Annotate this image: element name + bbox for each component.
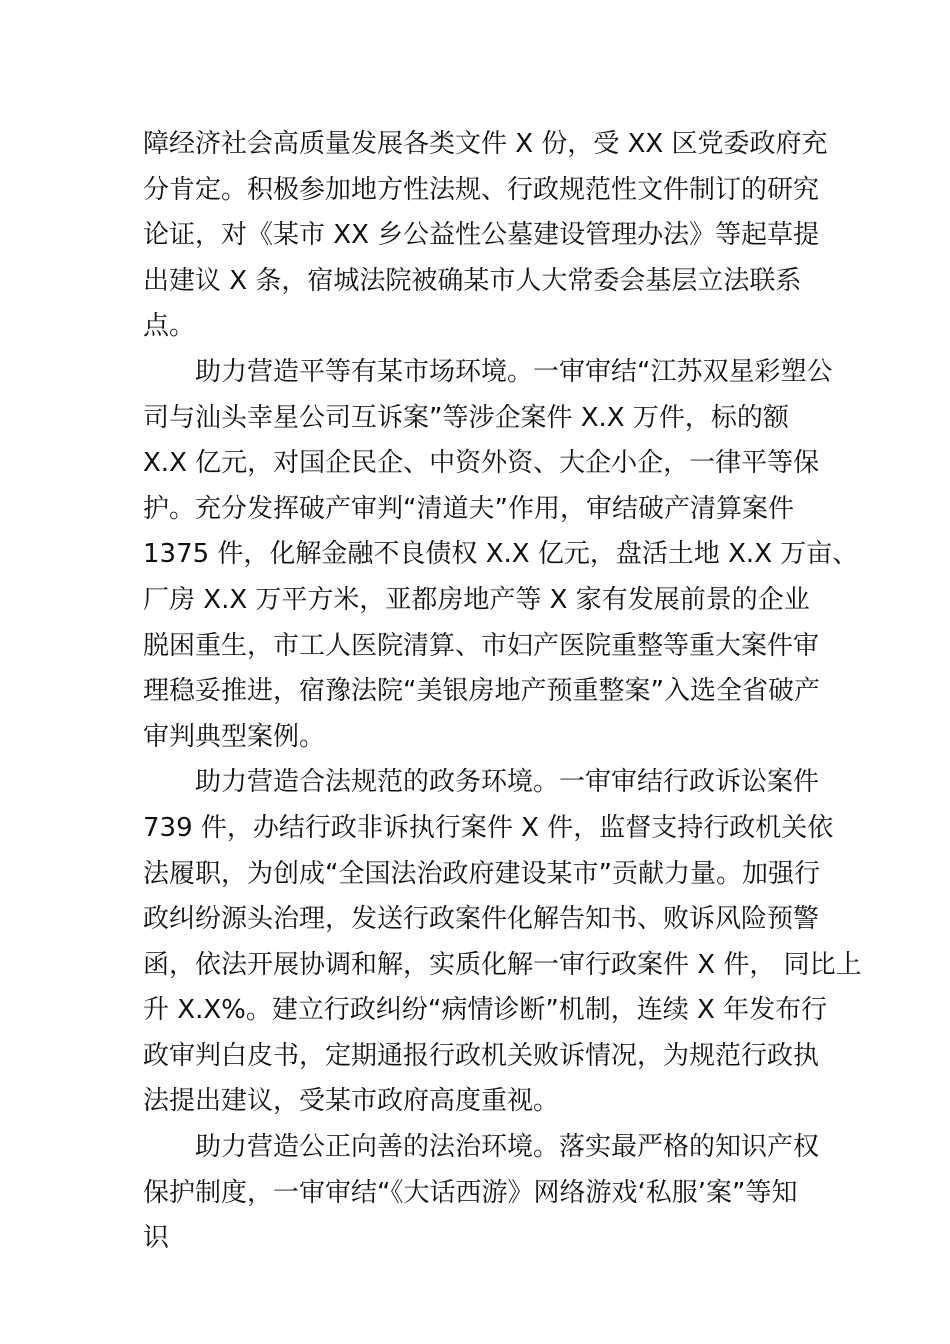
- text-line: 分肯定。积极参加地方性法规、行政规范性文件制订的研究: [143, 174, 820, 205]
- text-line: 点。: [143, 311, 196, 342]
- document-body: [143, 122, 862, 1262]
- text-line: 函，依法开展协调和解，实质化解一审行政案件 X 件， 同比上: [143, 949, 862, 980]
- text-line: 法履职，为创成“全国法治政府建设某市”贡献力量。加强行: [143, 858, 820, 889]
- text-line: 识: [143, 1223, 170, 1254]
- text-line: 助力营造公正向善的法治环境。落实最严格的知识产权: [195, 1132, 820, 1163]
- text-line: 护。充分发挥破产审判“清道夫”作用，审结破产清算案件: [143, 493, 794, 524]
- text-line: 政纠纷源头治理，发送行政案件化解告知书、败诉风险预警: [143, 904, 820, 935]
- text-line: 司与汕头幸星公司互诉案”等涉企案件 X.X 万件，标的额: [143, 402, 789, 433]
- text-line: 保护制度，一审审结“《大话西游》网络游戏‘私服’案”等知: [143, 1177, 798, 1208]
- text-line: 升 X.X%。建立行政纠纷“病情诊断”机制，连续 X 年发布行: [143, 995, 828, 1026]
- text-line: 障经济社会高质量发展各类文件 X 份，受 XX 区党委政府充: [143, 129, 828, 159]
- text-line: 法提出建议，受某市政府高度重视。: [143, 1086, 560, 1117]
- text-line: X.X 亿元，对国企民企、中资外资、大企小企，一律平等保: [143, 448, 820, 479]
- text-line: 论证，对《某市 XX 乡公益性公墓建设管理办法》等起草提: [143, 220, 820, 251]
- text-line: 厂房 X.X 万平方米，亚都房地产等 X 家有发展前景的企业: [143, 584, 810, 615]
- text-line: 政审判白皮书，定期通报行政机关败诉情况，为规范行政执: [143, 1040, 820, 1071]
- text-line: 脱困重生，市工人医院清算、市妇产医院重整等重大案件审: [143, 630, 820, 661]
- text-line: 739 件，办结行政非诉执行案件 X 件，监督支持行政机关依: [143, 812, 834, 843]
- text-line: 1375 件，化解金融不良债权 X.X 亿元，盘活土地 X.X 万亩、: [143, 539, 859, 570]
- text-line: 助力营造合法规范的政务环境。一审审结行政诉讼案件: [195, 767, 820, 798]
- text-line: 助力营造平等有某市场环境。一审审结“江苏双星彩塑公: [195, 356, 833, 387]
- text-line: 审判典型案例。: [143, 721, 326, 752]
- text-line: 理稳妥推进，宿豫法院“美银房地产预重整案”入选全省破产: [143, 676, 820, 707]
- text-line: 出建议 X 条，宿城法院被确某市人大常委会基层立法联系: [143, 265, 802, 296]
